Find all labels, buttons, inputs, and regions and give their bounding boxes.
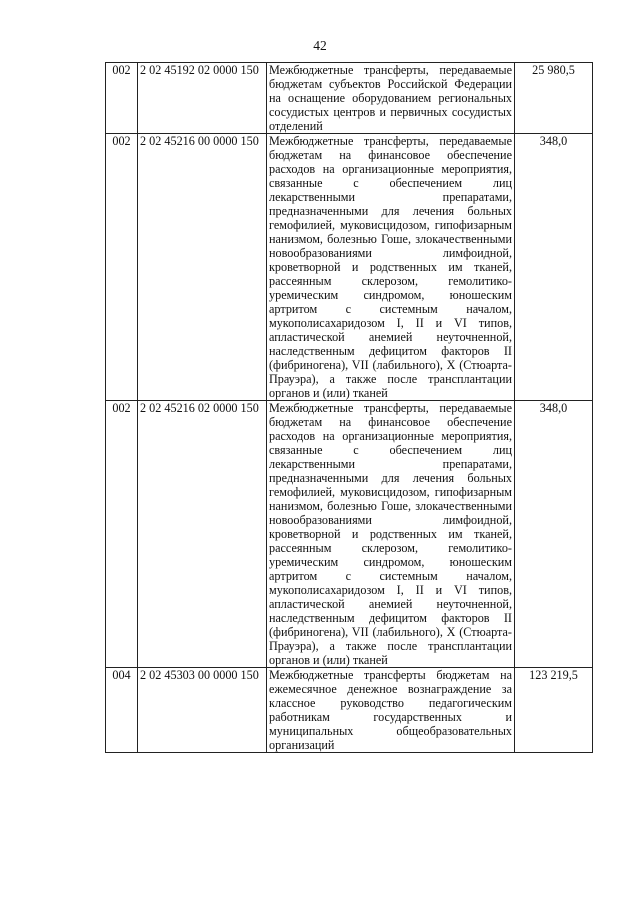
admin-code-cell: 002	[106, 401, 138, 668]
budget-code-cell: 2 02 45216 00 0000 150	[138, 134, 267, 401]
table-row	[106, 134, 593, 401]
budget-code-cell: 2 02 45303 00 0000 150	[138, 668, 267, 753]
amount-cell: 25 980,5	[515, 63, 593, 134]
description-cell	[267, 134, 515, 401]
description-cell	[267, 63, 515, 134]
description-cell	[267, 401, 515, 668]
budget-code-cell: 2 02 45216 02 0000 150	[138, 401, 267, 668]
budget-revenue-table	[105, 62, 593, 753]
admin-code-cell: 002	[106, 63, 138, 134]
description-text: Межбюджетные трансферты, передаваемые бюджетам субъектов Российской Федерации на оснащение оборудованием региональных сосудистых центров и первичных сосудистых отделений	[269, 63, 512, 133]
budget-code-cell: 2 02 45192 02 0000 150	[138, 63, 267, 134]
page-number: 42	[313, 38, 327, 53]
description-cell	[267, 668, 515, 753]
admin-code-cell: 002	[106, 134, 138, 401]
amount-cell: 123 219,5	[515, 668, 593, 753]
description-text: Межбюджетные трансферты бюджетам на ежемесячное денежное вознаграждение за классное руководство педагогическим работникам государственных и муниципальных общеобразовательных организаций	[269, 668, 512, 752]
amount-cell: 348,0	[515, 401, 593, 668]
table-row	[106, 668, 593, 753]
table-row	[106, 401, 593, 668]
description-text: Межбюджетные трансферты, передаваемые бюджетам на финансовое обеспечение расходов на организационные мероприятия, связанные с обеспечением лиц лекарственными препаратами, предназначенными для лечения больных гемофилией, муковисцидозом, гипофизарным нанизмом, болезнью Гоше, злокачественными новообразованиями лимфоидной, кроветворной и родственных им тканей, рассеянным склерозом, гемолитико-уремическим синдромом, юношеским артритом с системным началом, мукополисахаридозом I, II и VI типов, апластической анемией неуточненной, наследственным дефицитом факторов II (фибриногена), VII (лабильного), X (Стюарта-Прауэра), а также после трансплантации органов и (или) тканей	[269, 401, 512, 667]
admin-code-cell: 004	[106, 668, 138, 753]
amount-cell: 348,0	[515, 134, 593, 401]
table-row	[106, 63, 593, 134]
description-text: Межбюджетные трансферты, передаваемые бюджетам на финансовое обеспечение расходов на организационные мероприятия, связанные с обеспечением лиц лекарственными препаратами, предназначенными для лечения больных гемофилией, муковисцидозом, гипофизарным нанизмом, болезнью Гоше, злокачественными новообразованиями лимфоидной, кроветворной и родственных им тканей, рассеянным склерозом, гемолитико-уремическим синдромом, юношеским артритом с системным началом, мукополисахаридозом I, II и VI типов, апластической анемией неуточненной, наследственным дефицитом факторов II (фибриногена), VII (лабильного), X (Стюарта-Прауэра), а также после трансплантации органов и (или) тканей	[269, 134, 512, 400]
